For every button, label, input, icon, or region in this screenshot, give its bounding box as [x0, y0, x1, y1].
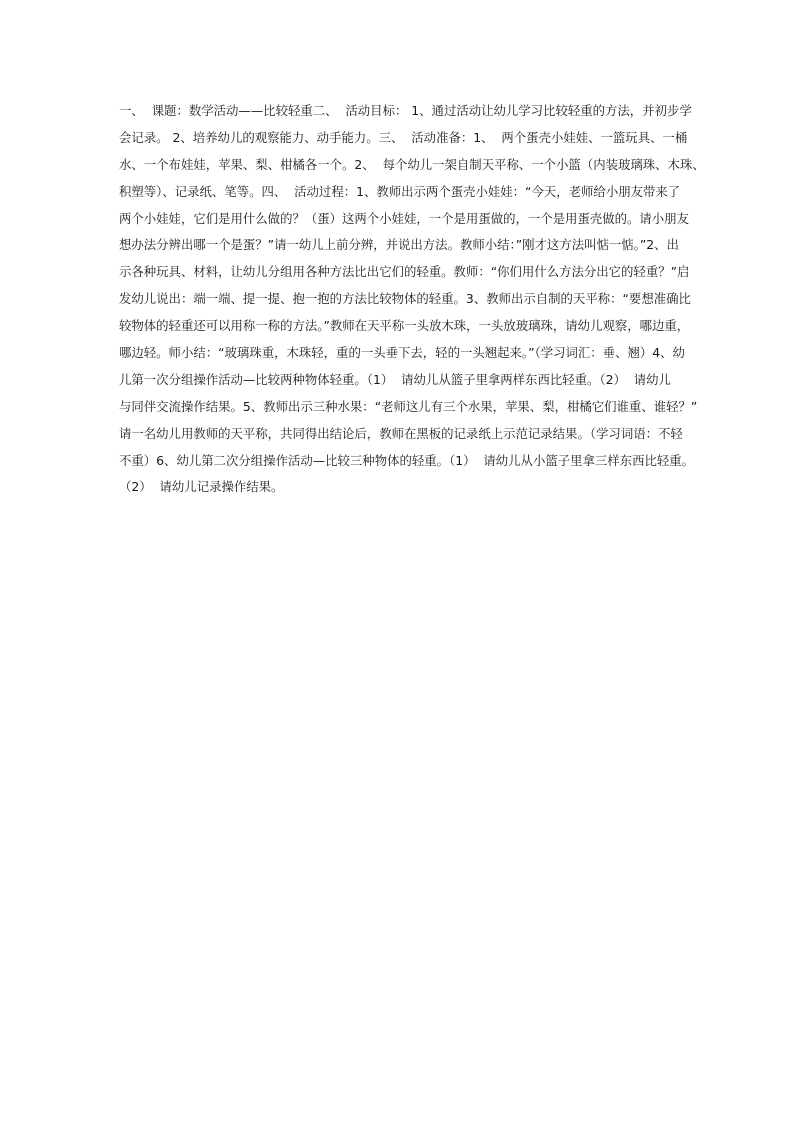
text-line: 请一名幼儿用教师的天平称，共同得出结论后，教师在黑板的记录纸上示范记录结果。（学习词语：不轻	[119, 425, 683, 441]
text-line: 两个小娃娃，它们是用什么做的？（蛋）这两个小娃娃，一个是用蛋做的，一个是用蛋壳做的。请小朋友	[119, 210, 689, 226]
text-line: 较物体的轻重还可以用称一称的方法。”教师在天平称一头放木珠，一头放玻璃珠，请幼儿观察，哪边重，	[119, 318, 690, 334]
text-line: 会记录。 2、培养幼儿的观察能力、动手能力。三、 活动准备：1、 两个蛋壳小娃娃、一篮玩具、一桶	[119, 129, 688, 145]
text-line: 想办法分辨出哪一个是蛋？”请一幼儿上前分辨，并说出方法。教师小结：”刚才这方法叫惦一惦。”2、出	[119, 237, 679, 253]
text-line: 示各种玩具、材料，让幼儿分组用各种方法比出它们的轻重。教师：“你们用什么方法分出它的轻重？”启	[119, 264, 690, 280]
text-line: 与同伴交流操作结果。5、教师出示三种水果：“老师这儿有三个水果，苹果、梨，柑橘它们谁重、谁轻？”	[119, 398, 698, 414]
text-line: 哪边轻。师小结：“玻璃珠重，木珠轻，重的一头垂下去，轻的一头翘起来。”（学习词汇：垂、翘）4、幼	[119, 345, 685, 361]
lesson-plan-text	[119, 98, 705, 501]
text-line: 不重）6、幼儿第二次分组操作活动—比较三种物体的轻重。（1） 请幼儿从小篮子里拿三样东西比轻重。	[119, 452, 695, 468]
text-line: 水、一个布娃娃，苹果、梨、柑橘各一个。2、 每个幼儿一架自制天平称、一个小篮（内装玻璃珠、木珠、	[119, 156, 705, 172]
text-line: 发幼儿说出：端一端、提一提、抱一抱的方法比较物体的轻重。3、教师出示自制的天平称：“要想准确比	[119, 291, 691, 307]
text-line: 儿第一次分组操作活动—比较两种物体轻重。（1） 请幼儿从篮子里拿两样东西比轻重。（2） 请幼儿	[119, 371, 671, 387]
text-line: 一、 课题：数学活动——比较轻重二、 活动目标： 1、通过活动让幼儿学习比较轻重的方法，并初步学	[119, 103, 692, 118]
text-line: 积塑等）、记录纸、笔等。四、 活动过程：1、教师出示两个蛋壳小娃娃：“今天，老师给小朋友带来了	[119, 183, 681, 199]
text-line: （2） 请幼儿记录操作结果。	[119, 479, 284, 495]
